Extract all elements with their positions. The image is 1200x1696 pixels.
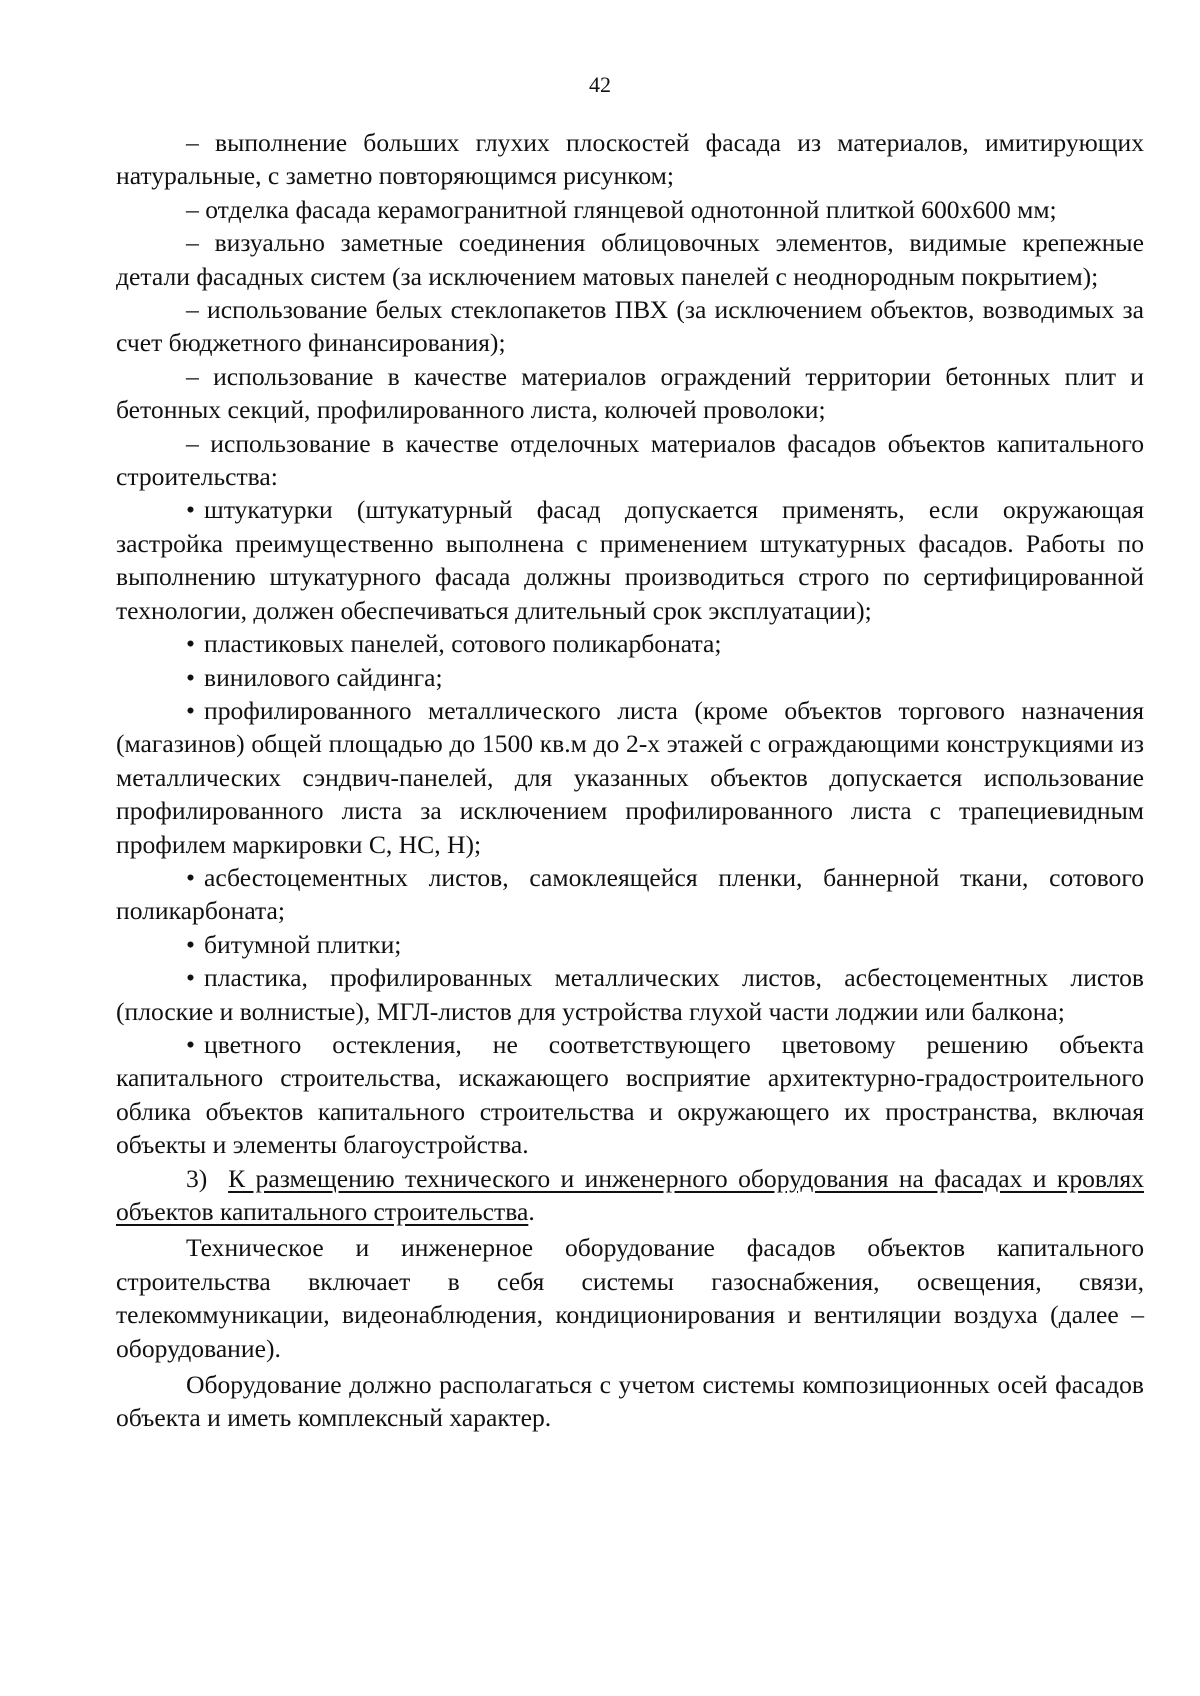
dash-marker: – [186,428,199,458]
body-paragraph: Техническое и инженерное оборудование фасадов объектов капитального строительства включает в себя системы газоснабжения, освещения, связи, телекоммуникации, видеонаблюдения, кондиционирования и вентиляции воздуха (далее – оборудование). [116,1233,1144,1363]
bullet-item-text: пластика, профилированных металлических листов, асбестоцементных листов (плоские и волнистые), МГЛ-листов для устройства глухой части лоджии или балкона; [116,963,1144,1026]
dash-item-text: визуально заметные соединения облицовочных элементов, видимые крепежные детали фасадных систем (за исключением матовых панелей с неоднородным покрытием); [116,228,1144,291]
bullet-item [116,661,1144,694]
dash-marker: – [186,295,199,325]
dash-marker: – [186,128,199,157]
document-body [116,126,1144,1435]
bullet-item [116,928,1144,961]
bullet-item [116,1028,1144,1162]
bullet-icon: • [186,695,195,725]
bullet-icon: • [186,629,195,659]
dash-item [116,126,1144,193]
bullet-icon: • [186,963,195,993]
page-number: 42 [589,72,611,97]
dash-item-text: отделка фасада керамогранитной глянцевой однотонной плиткой 600х600 мм; [205,194,1057,224]
bullet-icon: • [186,929,195,959]
bullet-icon: • [186,495,195,525]
section-number: 3) [186,1163,208,1193]
section-heading-text: К размещению технического и инженерного оборудования на фасадах и кровлях объектов капитального строительства [116,1163,1144,1226]
bullet-item [116,694,1144,861]
dash-item [116,427,1144,494]
bullet-icon: • [186,1029,195,1059]
bullet-item-text: битумной плитки; [204,929,402,959]
dash-item [116,193,1144,226]
dash-marker: – [186,194,199,224]
dash-marker: – [186,361,199,391]
section-heading [116,1162,1144,1229]
dash-item [116,293,1144,360]
bullet-item [116,627,1144,660]
dash-item-text: использование в качестве отделочных материалов фасадов объектов капитального строительства: [116,428,1144,492]
bullet-item [116,493,1144,627]
bullet-item-text: профилированного металлического листа (кроме объектов торгового назначения (магазинов) общей площадью до 1500 кв.м до 2-х этажей с ограждающими конструкциями из металлических сэндвич-панелей, для указанных объектов допускается использование профилированного листа за исключением профилированного листа с трапециевидным профилем маркировки С, НС, Н); [116,695,1144,859]
bullet-icon: • [186,862,195,892]
bullet-icon: • [186,662,195,692]
dash-item-text: использование в качестве материалов ограждений территории бетонных плит и бетонных секций, профилированного листа, колючей проволоки; [116,361,1144,425]
dash-item [116,226,1144,293]
body-paragraph: Оборудование должно располагаться с учетом системы композиционных осей фасадов объекта и иметь комплексный характер. [116,1370,1144,1433]
section-heading-end: . [528,1197,535,1226]
bullet-item [116,961,1144,1028]
dash-item-text: выполнение больших глухих плоскостей фасада из материалов, имитирующих натуральные, с заметно повторяющимся рисунком; [116,128,1144,191]
dash-item-text: использование белых стеклопакетов ПВХ (за исключением объектов, возводимых за счет бюджетного финансирования); [116,295,1145,358]
bullet-item-text: штукатурки (штукатурный фасад допускается применять, если окружающая застройка преимущественно выполнена с применением штукатурных фасадов. Работы по выполнению штукатурного фасада должны производиться строго по сертифицированной технологии, должен обеспечиваться длительный срок эксплуатации); [116,495,1144,625]
bullet-item-text: винилового сайдинга; [204,662,443,692]
bullet-item-text: асбестоцементных листов, самоклеящейся пленки, баннерной ткани, сотового поликарбоната; [116,862,1144,926]
dash-marker: – [186,228,199,258]
bullet-item-text: пластиковых панелей, сотового поликарбоната; [204,629,722,659]
dash-item [116,360,1144,427]
bullet-item-text: цветного остекления, не соответствующего цветовому решению объекта капитального строительства, искажающего восприятие архитектурно-градостроительного облика объектов капитального строительства и окружающего их пространства, включая объекты и элементы благоустройства. [116,1029,1144,1160]
bullet-item [116,861,1144,928]
